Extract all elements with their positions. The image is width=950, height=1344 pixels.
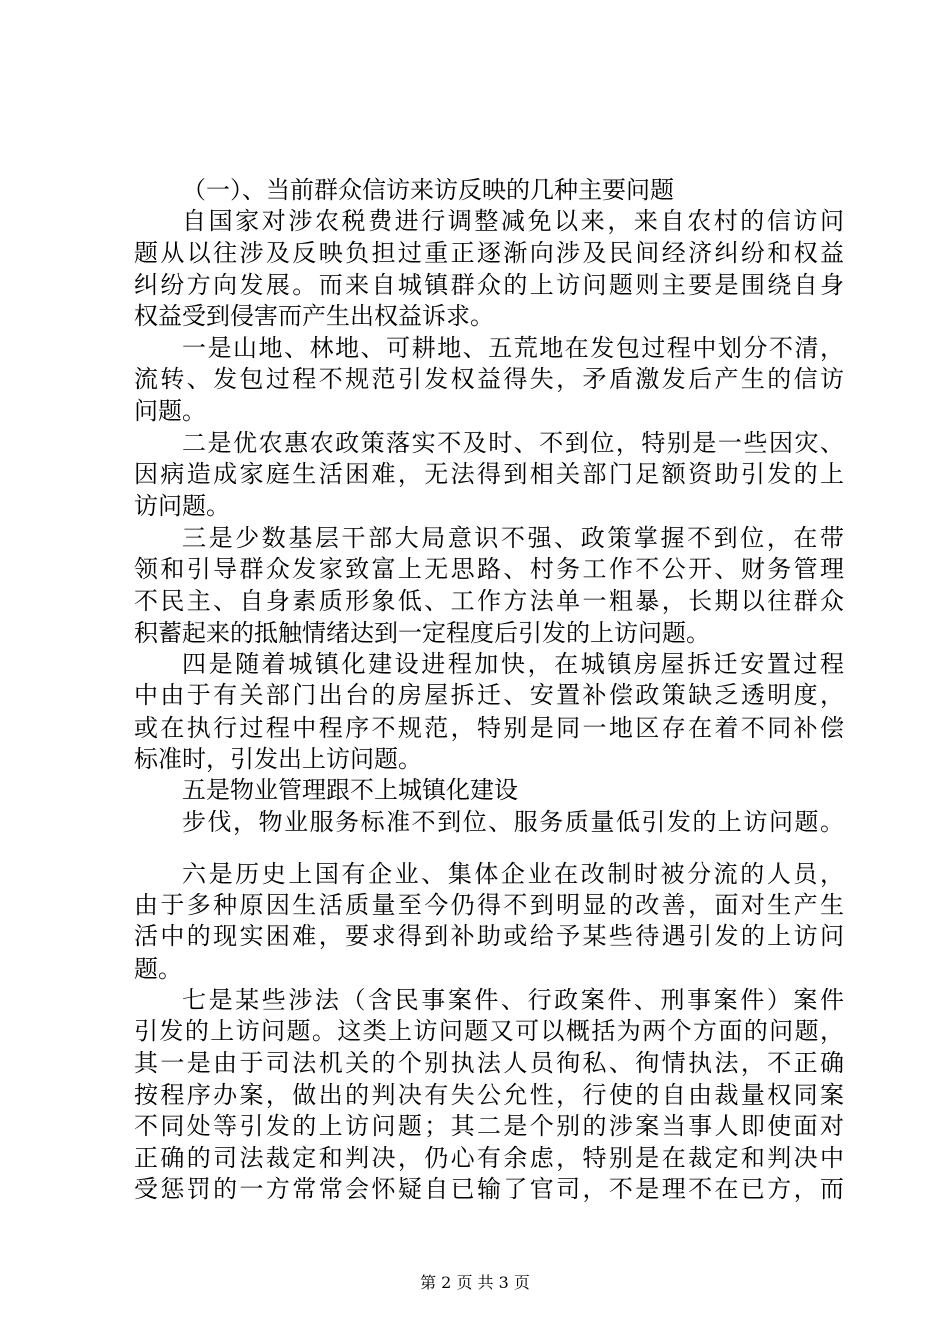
paragraph-line: 问题。: [134, 397, 206, 426]
paragraph-line: 由于多种原因生活质量至今仍得不到明显的改善，面对生产生: [134, 890, 844, 919]
paragraph-line: 活中的现实困难，要求得到补助或给予某些待遇引发的上访问: [134, 922, 844, 951]
paragraph-line: 按程序办案，做出的判决有失公允性，行使的自由裁量权同案: [134, 1080, 844, 1109]
paragraph-line: 标准时，引发出上访问题。: [134, 745, 422, 773]
paragraph-line: 三是少数基层干部大局意识不强、政策掌握不到位，在带: [182, 523, 844, 552]
paragraph-line: 访问题。: [134, 492, 230, 521]
paragraph-line: 题。: [134, 954, 182, 983]
paragraph-line: 一是山地、林地、可耕地、五荒地在发包过程中划分不清，: [182, 333, 844, 362]
paragraph-line: 二是优农惠农政策落实不及时、不到位，特别是一些因灾、: [182, 428, 844, 457]
paragraph-line: 题从以往涉及反映负担过重正逐渐向涉及民间经济纠纷和权益: [134, 238, 844, 267]
paragraph-line: 不民主、自身素质形象低、工作方法单一粗暴，长期以往群众: [134, 586, 844, 615]
paragraph-line: 权益受到侵害而产生出权益诉求。: [134, 302, 494, 331]
paragraph-line: 其一是由于司法机关的个别执法人员徇私、徇情执法，不正确: [134, 1048, 844, 1077]
paragraph-line: 受惩罚的一方常常会怀疑自已输了官司，不是理不在已方，而: [134, 1175, 844, 1203]
paragraph-line: 或在执行过程中程序不规范，特别是同一地区存在着不同补偿: [134, 713, 844, 742]
paragraph-line: 领和引导群众发家致富上无思路、村务工作不公开、财务管理: [134, 555, 844, 584]
paragraph-line: 流转、发包过程不规范引发权益得失，矛盾激发后产生的信访: [134, 365, 844, 394]
section-heading: （一）、当前群众信访来访反映的几种主要问题: [182, 176, 674, 204]
paragraph-line: 因病造成家庭生活困难，无法得到相关部门足额资助引发的上: [134, 460, 844, 489]
paragraph-line: 正确的司法裁定和判决，仍心有余虑，特别是在裁定和判决中: [134, 1143, 844, 1172]
paragraph-line: 纠纷方向发展。而来自城镇群众的上访问题则主要是围绕自身: [134, 271, 844, 299]
paragraph-line: 自国家对涉农税费进行调整减免以来，来自农村的信访问: [182, 207, 844, 236]
page-number-footer: 第 2 页 共 3 页: [420, 1273, 530, 1292]
paragraph-line: 五是物业管理跟不上城镇化建设: [182, 776, 518, 805]
paragraph-line: 中由于有关部门出台的房屋拆迁、安置补偿政策缺乏透明度，: [134, 681, 844, 710]
paragraph-line: 不同处等引发的上访问题；其二是个别的涉案当事人即使面对: [134, 1112, 844, 1141]
paragraph-line: 七是某些涉法（含民事案件、行政案件、刑事案件）案件: [182, 985, 844, 1014]
paragraph-line: 引发的上访问题。这类上访问题又可以概括为两个方面的问题，: [134, 1017, 844, 1046]
paragraph-line: 六是历史上国有企业、集体企业在改制时被分流的人员，: [182, 859, 844, 888]
paragraph-line: 积蓄起来的抵触情绪达到一定程度后引发的上访问题。: [134, 618, 710, 647]
paragraph-line: 步伐，物业服务标准不到位、服务质量低引发的上访问题。: [182, 807, 844, 836]
paragraph-line: 四是随着城镇化建设进程加快，在城镇房屋拆迁安置过程: [182, 650, 844, 679]
